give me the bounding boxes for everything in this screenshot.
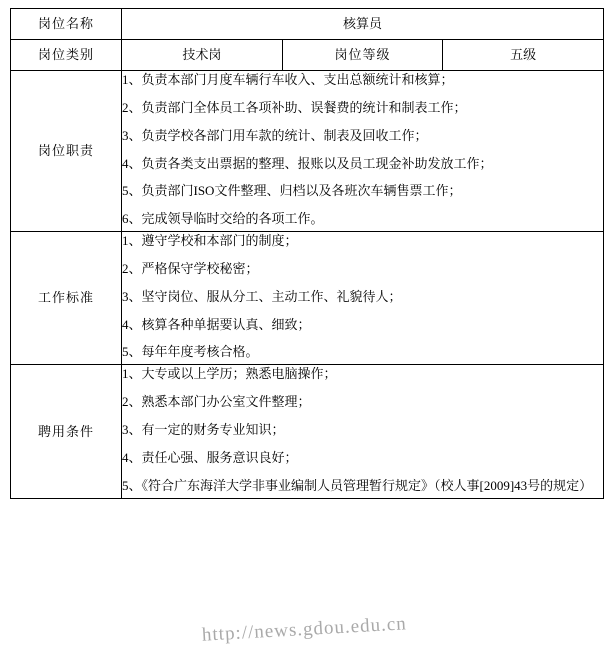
list-item: 1、遵守学校和本部门的制度；	[122, 233, 298, 249]
row-value-position-name: 核算员	[122, 9, 604, 40]
job-description-table	[10, 8, 604, 499]
list-item: 5、每年年度考核合格。	[122, 344, 259, 360]
list-item: 2、严格保守学校秘密；	[122, 260, 259, 276]
site-watermark: http://news.gdou.edu.cn	[201, 613, 408, 646]
list-item: 4、负责各类支出票据的整理、报账以及员工现金补助发放工作；	[122, 155, 493, 171]
row-label-hiring-conditions: 聘用条件	[11, 365, 122, 498]
row-label-position-category: 岗位类别	[11, 40, 122, 71]
row-label-position-grade: 岗位等级	[282, 40, 443, 71]
list-item: 1、大专或以上学历；熟悉电脑操作；	[122, 366, 337, 382]
row-label-duties: 岗位职责	[11, 71, 122, 232]
table-row	[11, 40, 604, 71]
list-item: 4、核算各种单据要认真、细致；	[122, 316, 311, 332]
row-value-duties	[122, 71, 604, 232]
list-item: 1、负责本部门月度车辆行车收入、支出总额统计和核算；	[122, 72, 454, 87]
table-row	[11, 71, 604, 232]
list-item: 2、负责部门全体员工各项补助、误餐费的统计和制表工作；	[122, 99, 467, 115]
row-label-position-name: 岗位名称	[11, 9, 122, 40]
row-value-hiring-conditions	[122, 365, 604, 498]
list-item: 5、负责部门ISO文件整理、归档以及各班次车辆售票工作；	[122, 183, 462, 199]
row-value-position-grade: 五级	[443, 40, 604, 71]
table-row	[11, 9, 604, 40]
list-item: 2、熟悉本部门办公室文件整理；	[122, 394, 311, 410]
list-item: 5、《符合广东海洋大学非事业编制人员管理暂行规定》（校人事[2009]43号的规定）	[122, 477, 593, 493]
table-row	[11, 365, 604, 498]
row-value-work-standard	[122, 232, 604, 365]
row-value-position-category: 技术岗	[122, 40, 283, 71]
table-row	[11, 232, 604, 365]
list-item: 3、有一定的财务专业知识；	[122, 421, 285, 437]
list-item: 3、负责学校各部门用车款的统计、制表及回收工作；	[122, 127, 428, 143]
row-label-work-standard: 工作标准	[11, 232, 122, 365]
list-item: 6、完成领导临时交给的各项工作。	[122, 211, 324, 227]
list-item: 4、责任心强、服务意识良好；	[122, 449, 298, 465]
list-item: 3、坚守岗位、服从分工、主动工作、礼貌待人；	[122, 288, 402, 304]
